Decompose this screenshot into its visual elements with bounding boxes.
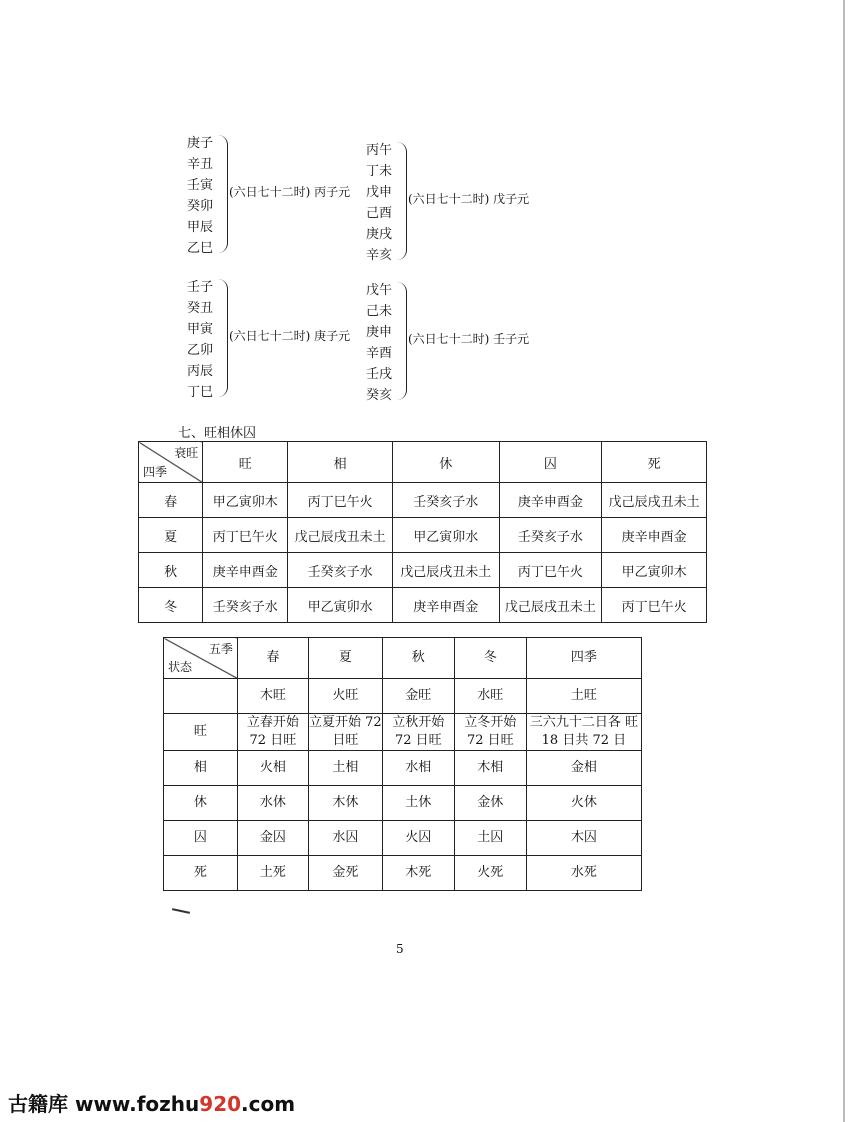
table-cell: 庚辛申酉金 (602, 518, 707, 553)
watermark-suffix: .com (241, 1092, 296, 1116)
watermark (8, 1088, 295, 1117)
watermark-prefix: 古籍库 www.fozhu (8, 1092, 200, 1116)
stem-branch-item: 癸亥 (366, 388, 393, 403)
column-header: 囚 (499, 442, 602, 483)
brace (396, 142, 407, 260)
brace (217, 279, 228, 397)
stem-branch-item: 乙巳 (187, 241, 214, 256)
table-cell: 庚辛申酉金 (392, 588, 499, 623)
stem-branch-item: 庚戌 (366, 227, 393, 242)
table-cell: 火囚 (382, 821, 454, 856)
scan-edge (843, 0, 845, 1122)
stem-branch-item: 庚子 (187, 136, 214, 151)
column-header: 冬 (454, 638, 526, 679)
table-cell: 土相 (308, 751, 382, 786)
stem-branch-item: 庚申 (366, 325, 393, 340)
table-cell: 水相 (382, 751, 454, 786)
column-header: 秋 (382, 638, 454, 679)
table-cell: 甲乙寅卯水 (392, 518, 499, 553)
stem-branch-item: 辛酉 (366, 346, 393, 361)
row-header (164, 679, 238, 714)
stem-branch-item: 丙午 (366, 143, 393, 158)
stem-branch-item: 丁巳 (187, 385, 214, 400)
column-header: 夏 (308, 638, 382, 679)
table-cell: 土休 (382, 786, 454, 821)
table-cell: 丙丁巳午火 (203, 518, 288, 553)
corner-cell (164, 638, 238, 679)
group-label: (六日七十二时) 庚子元 (229, 329, 351, 343)
table-cell: 金相 (526, 751, 641, 786)
table-row (164, 679, 642, 714)
stem-branch-item: 乙卯 (187, 343, 214, 358)
table-row (139, 518, 707, 553)
table-row (139, 588, 707, 623)
stem-branch-item: 丁未 (366, 164, 393, 179)
header-row (139, 442, 707, 483)
table-cell: 三六九十二日各 旺 18 日共 72 日 (526, 714, 641, 751)
table-cell: 火旺 (308, 679, 382, 714)
table-cell: 水囚 (308, 821, 382, 856)
table-cell: 戊己辰戌丑未土 (392, 553, 499, 588)
group-label: (六日七十二时) 戊子元 (408, 192, 530, 206)
stem-branch-item: 壬子 (187, 280, 214, 295)
stem-branch-item: 癸卯 (187, 199, 214, 214)
five-season-table (163, 637, 642, 891)
stem-branch-item: 丙辰 (187, 364, 214, 379)
scan-mark (172, 908, 190, 914)
stem-branch-item: 癸丑 (187, 301, 214, 316)
stem-branch-item: 己酉 (366, 206, 393, 221)
row-header: 旺 (164, 714, 238, 751)
column-header: 旺 (203, 442, 288, 483)
table-cell: 庚辛申酉金 (203, 553, 288, 588)
table-cell: 戊己辰戌丑未土 (288, 518, 393, 553)
table-cell: 土囚 (454, 821, 526, 856)
row-header: 春 (139, 483, 203, 518)
header-row (164, 638, 642, 679)
table-cell: 土死 (237, 856, 308, 891)
column-header: 死 (602, 442, 707, 483)
table-cell: 甲乙寅卯木 (602, 553, 707, 588)
row-header: 夏 (139, 518, 203, 553)
table-row (139, 483, 707, 518)
table-cell: 金旺 (382, 679, 454, 714)
table-cell: 木休 (308, 786, 382, 821)
corner-top-label: 衰旺 (174, 446, 199, 460)
table-cell: 金囚 (237, 821, 308, 856)
corner-cell (139, 442, 203, 483)
brace (217, 135, 228, 253)
table-cell: 火相 (237, 751, 308, 786)
table-row (139, 553, 707, 588)
table-row (164, 856, 642, 891)
corner-top-label: 五季 (208, 642, 233, 656)
table-cell: 火死 (454, 856, 526, 891)
stem-branch-item: 辛丑 (187, 157, 214, 172)
section-heading: 七、旺相休囚 (178, 426, 257, 441)
brace (396, 282, 407, 400)
table-cell: 甲乙寅卯水 (288, 588, 393, 623)
stem-branch-item: 甲辰 (187, 220, 214, 235)
table-cell: 戊己辰戌丑未土 (602, 483, 707, 518)
table-cell: 立秋开始 72 日旺 (382, 714, 454, 751)
table-cell: 壬癸亥子水 (203, 588, 288, 623)
row-header: 冬 (139, 588, 203, 623)
table-cell: 壬癸亥子水 (288, 553, 393, 588)
table-cell: 立春开始 72 日旺 (237, 714, 308, 751)
wang-xiang-table (138, 441, 707, 623)
table-cell: 水死 (526, 856, 641, 891)
table-row (164, 751, 642, 786)
group-label: (六日七十二时) 壬子元 (408, 332, 530, 346)
column-header: 四季 (526, 638, 641, 679)
table-cell: 水休 (237, 786, 308, 821)
stem-branch-item: 戊申 (366, 185, 393, 200)
stem-branch-item: 辛亥 (366, 248, 393, 263)
stem-branch-item: 甲寅 (187, 322, 214, 337)
row-header: 秋 (139, 553, 203, 588)
table-cell: 戊己辰戌丑未土 (499, 588, 602, 623)
table-row (164, 821, 642, 856)
table-cell: 木相 (454, 751, 526, 786)
table-cell: 甲乙寅卯木 (203, 483, 288, 518)
table-cell: 丙丁巳午火 (499, 553, 602, 588)
table-cell: 庚辛申酉金 (499, 483, 602, 518)
table-cell: 金死 (308, 856, 382, 891)
stem-branch-item: 己未 (366, 304, 393, 319)
watermark-number: 920 (199, 1092, 242, 1116)
page-number: 5 (396, 942, 404, 956)
corner-bottom-label: 状态 (168, 660, 193, 674)
column-header: 休 (392, 442, 499, 483)
table-row (164, 714, 642, 751)
table-cell: 水旺 (454, 679, 526, 714)
column-header: 春 (237, 638, 308, 679)
table-cell: 丙丁巳午火 (602, 588, 707, 623)
corner-bottom-label: 四季 (143, 465, 168, 479)
table-cell: 金休 (454, 786, 526, 821)
stem-branch-item: 壬戌 (366, 367, 393, 382)
table-cell: 壬癸亥子水 (392, 483, 499, 518)
table-cell: 立冬开始 72 日旺 (454, 714, 526, 751)
row-header: 相 (164, 751, 238, 786)
row-header: 休 (164, 786, 238, 821)
group-label: (六日七十二时) 丙子元 (229, 185, 351, 199)
stem-branch-item: 戊午 (366, 283, 393, 298)
table-cell: 立夏开始 72 日旺 (308, 714, 382, 751)
row-header: 囚 (164, 821, 238, 856)
table-cell: 丙丁巳午火 (288, 483, 393, 518)
column-header: 相 (288, 442, 393, 483)
table-cell: 木旺 (237, 679, 308, 714)
table-row (164, 786, 642, 821)
table-cell: 壬癸亥子水 (499, 518, 602, 553)
table-cell: 木死 (382, 856, 454, 891)
table-cell: 土旺 (526, 679, 641, 714)
row-header: 死 (164, 856, 238, 891)
table-cell: 木囚 (526, 821, 641, 856)
stem-branch-item: 壬寅 (187, 178, 214, 193)
table-cell: 火休 (526, 786, 641, 821)
